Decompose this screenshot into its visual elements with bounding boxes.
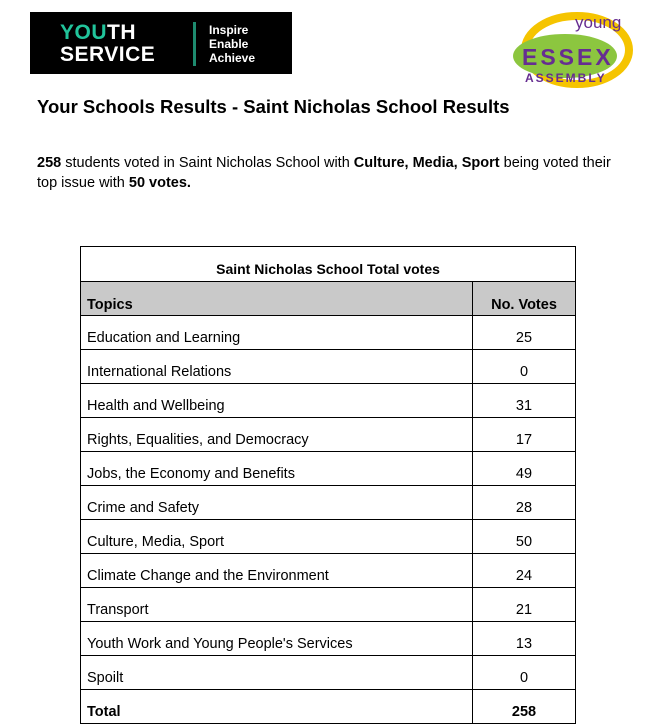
topic-cell: Climate Change and the Environment (81, 554, 473, 588)
topic-cell: Crime and Safety (81, 486, 473, 520)
votes-cell: 0 (473, 350, 576, 384)
table-row (81, 486, 576, 520)
table-row (81, 554, 576, 588)
table-caption: Saint Nicholas School Total votes (81, 247, 576, 282)
logo-tagline: Inspire Enable Achieve (209, 23, 256, 65)
total-label: Total (81, 690, 473, 724)
topic-cell: Culture, Media, Sport (81, 520, 473, 554)
votes-cell: 25 (473, 316, 576, 350)
assembly-text: ASSEMBLY (525, 71, 607, 85)
votes-cell: 28 (473, 486, 576, 520)
topic-cell: Education and Learning (81, 316, 473, 350)
topic-cell: Rights, Equalities, and Democracy (81, 418, 473, 452)
table-row (81, 384, 576, 418)
votes-cell: 13 (473, 622, 576, 656)
votes-cell: 17 (473, 418, 576, 452)
young-essex-assembly-logo (505, 4, 640, 94)
table-row (81, 452, 576, 486)
total-row (81, 690, 576, 724)
topic-cell: Youth Work and Young People's Services (81, 622, 473, 656)
topic-cell: International Relations (81, 350, 473, 384)
votes-cell: 21 (473, 588, 576, 622)
young-text: young (575, 13, 622, 32)
essex-text: ESSEX (522, 44, 614, 70)
topic-cell: Jobs, the Economy and Benefits (81, 452, 473, 486)
total-votes: 258 (473, 690, 576, 724)
logo-divider (193, 22, 196, 66)
votes-cell: 50 (473, 520, 576, 554)
column-header-votes: No. Votes (473, 282, 576, 316)
table-row (81, 350, 576, 384)
table-row (81, 588, 576, 622)
table-row (81, 622, 576, 656)
youth-service-logo (30, 12, 292, 74)
table-header-row (81, 282, 576, 316)
topic-cell: Transport (81, 588, 473, 622)
service-word: SERVICE (60, 43, 156, 66)
page-title: Your Schools Results - Saint Nicholas School Results (37, 96, 510, 117)
table-row (81, 656, 576, 690)
topic-cell: Spoilt (81, 656, 473, 690)
votes-cell: 49 (473, 452, 576, 486)
topic-cell: Health and Wellbeing (81, 384, 473, 418)
column-header-topics: Topics (81, 282, 473, 316)
votes-cell: 24 (473, 554, 576, 588)
votes-table (80, 246, 576, 724)
results-summary: 258 students voted in Saint Nicholas School with Culture, Media, Sport being voted their top issue with 50 votes. (37, 155, 611, 191)
votes-cell: 31 (473, 384, 576, 418)
votes-cell: 0 (473, 656, 576, 690)
youth-word: YOUTH (60, 21, 137, 44)
table-row (81, 418, 576, 452)
table-row (81, 520, 576, 554)
table-row (81, 316, 576, 350)
